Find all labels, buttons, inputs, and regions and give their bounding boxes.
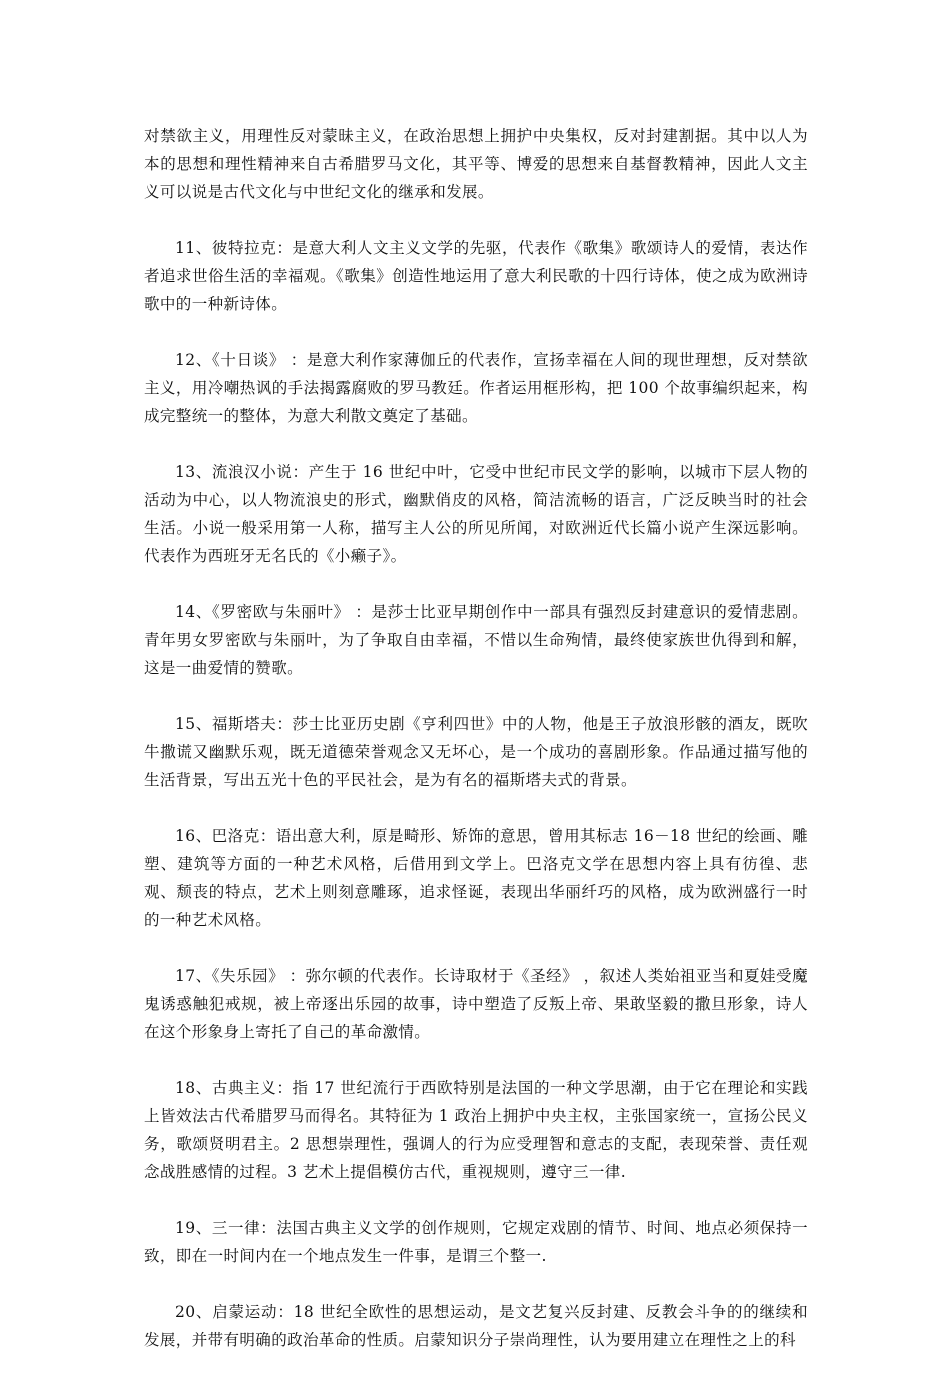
- paragraph-humanism-continued: 对禁欲主义，用理性反对蒙昧主义，在政治思想上拥护中央集权，反对封建割据。其中以人为本的思想和理性精神来自古希腊罗马文化，其平等、博爱的思想来自基督教精神，因此人文主义可以说是古代文化与中世纪文化的继承和发展。: [144, 127, 808, 201]
- paragraph-18-classicism: 18、古典主义：指 17 世纪流行于西欧特别是法国的一种文学思潮，由于它在理论和实践上皆效法古代希腊罗马而得名。其特征为 1 政治上拥护中央主权，主张国家统一，宣扬公民义务，歌颂贤明君主。2 思想崇理性，强调人的行为应受理智和意志的支配，表现荣誉、责任观念战胜感情的过程。3 艺术上提倡模仿古代，重视规则，遵守三一律.: [144, 1079, 808, 1181]
- paragraph-16-baroque: 16、巴洛克：语出意大利，原是畸形、矫饰的意思，曾用其标志 16－18 世纪的绘画、雕塑、建筑等方面的一种艺术风格，后借用到文学上。巴洛克文学在思想内容上具有彷徨、悲观、颓丧的特点，艺术上则刻意雕琢，追求怪诞，表现出华丽纤巧的风格，成为欧洲盛行一时的一种艺术风格。: [144, 827, 808, 929]
- paragraph-14-romeo-and-juliet: 14、《罗密欧与朱丽叶》 ：是莎士比亚早期创作中一部具有强烈反封建意识的爱情悲剧。青年男女罗密欧与朱丽叶，为了争取自由幸福，不惜以生命殉情，最终使家族世仇得到和解，这是一曲爱情的赞歌。: [144, 603, 808, 677]
- paragraph-13-picaresque-novel: 13、流浪汉小说：产生于 16 世纪中叶，它受中世纪市民文学的影响，以城市下层人物的活动为中心，以人物流浪史的形式，幽默俏皮的风格，简洁流畅的语言，广泛反映当时的社会生活。小说一般采用第一人称，描写主人公的所见所闻，对欧洲近代长篇小说产生深远影响。代表作为西班牙无名氏的《小癞子》。: [144, 463, 808, 565]
- paragraph-17-paradise-lost: 17、《失乐园》 ：弥尔顿的代表作。长诗取材于《圣经》 ，叙述人类始祖亚当和夏娃受魔鬼诱惑触犯戒规，被上帝逐出乐园的故事，诗中塑造了反叛上帝、果敢坚毅的撒旦形象，诗人在这个形象身上寄托了自己的革命激情。: [144, 967, 808, 1041]
- paragraph-15-falstaff: 15、福斯塔夫：莎士比亚历史剧《亨利四世》中的人物，他是王子放浪形骸的酒友，既吹牛撒谎又幽默乐观，既无道德荣誉观念又无坏心，是一个成功的喜剧形象。作品通过描写他的生活背景，写出五光十色的平民社会，是为有名的福斯塔夫式的背景。: [144, 715, 808, 789]
- paragraph-11-petrarch: 11、彼特拉克：是意大利人文主义文学的先驱，代表作《歌集》歌颂诗人的爱情，表达作者追求世俗生活的幸福观。《歌集》创造性地运用了意大利民歌的十四行诗体，使之成为欧洲诗歌中的一种新诗体。: [144, 239, 808, 313]
- paragraph-20-enlightenment: 20、启蒙运动：18 世纪全欧性的思想运动，是文艺复兴反封建、反教会斗争的的继续和发展，并带有明确的政治革命的性质。启蒙知识分子崇尚理性，认为要用建立在理性之上的科: [144, 1303, 808, 1349]
- paragraph-19-three-unities: 19、三一律：法国古典主义文学的创作规则，它规定戏剧的情节、时间、地点必须保持一致，即在一时间内在一个地点发生一件事，是谓三个整一.: [144, 1219, 808, 1265]
- paragraph-12-decameron: 12、《十日谈》 ：是意大利作家薄伽丘的代表作，宣扬幸福在人间的现世理想，反对禁欲主义，用冷嘲热讽的手法揭露腐败的罗马教廷。作者运用框形构，把 100 个故事编织起来，构成完整统一的整体，为意大利散文奠定了基础。: [144, 351, 808, 425]
- document-body: [144, 122, 808, 1382]
